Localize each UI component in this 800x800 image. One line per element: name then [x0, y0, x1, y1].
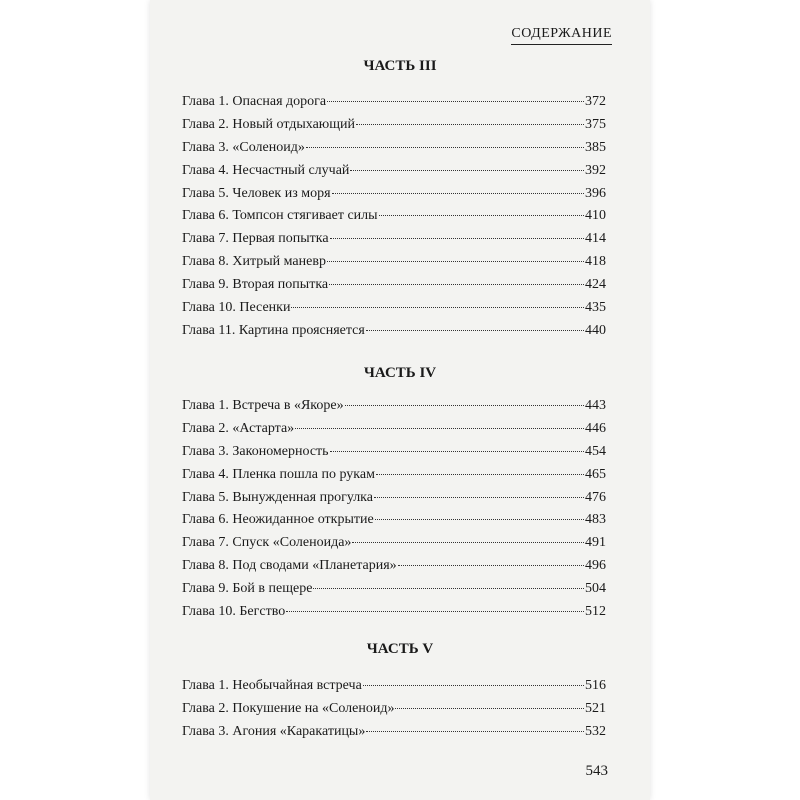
toc-part-3	[182, 93, 606, 345]
chapter-title: Глава 4. Пленка пошла по рукам	[182, 466, 375, 482]
leader-dots	[329, 273, 584, 285]
leader-dots	[286, 600, 584, 612]
toc-entry	[182, 603, 606, 626]
book-page	[150, 0, 650, 800]
chapter-title: Глава 4. Несчастный случай	[182, 162, 350, 178]
chapter-title: Глава 10. Песенки	[182, 300, 291, 316]
leader-dots	[306, 136, 584, 148]
chapter-title: Глава 5. Вынужденная прогулка	[182, 489, 373, 505]
chapter-title: Глава 2. Покушение на «Соленоид»	[182, 700, 395, 716]
chapter-title: Глава 5. Человек из моря	[182, 185, 331, 201]
leader-dots	[350, 159, 584, 171]
chapter-page: 418	[585, 254, 606, 270]
chapter-title: Глава 1. Встреча в «Якоре»	[182, 398, 344, 413]
chapter-page: 410	[585, 208, 606, 224]
chapter-page: 446	[585, 420, 606, 436]
chapter-title: Глава 10. Бегство	[182, 604, 286, 620]
chapter-title: Глава 2. «Астарта»	[182, 420, 295, 436]
chapter-title: Глава 8. Под сводами «Планетария»	[182, 558, 397, 574]
chapter-page: 532	[585, 723, 606, 739]
leader-dots	[366, 720, 584, 732]
chapter-page: 435	[585, 300, 606, 316]
leader-dots	[379, 204, 584, 216]
chapter-page: 375	[585, 116, 606, 132]
chapter-page: 443	[585, 398, 606, 413]
leader-dots	[332, 182, 584, 194]
leader-dots	[327, 90, 584, 102]
chapter-title: Глава 1. Необычайная встреча	[182, 678, 362, 693]
chapter-title: Глава 9. Бой в пещере	[182, 581, 313, 597]
leader-dots	[313, 577, 584, 589]
leader-dots	[395, 697, 584, 709]
toc-entry	[182, 723, 606, 746]
toc-entry	[182, 322, 606, 345]
part-title-5: ЧАСТЬ V	[366, 641, 434, 657]
leader-dots	[327, 250, 584, 262]
chapter-title: Глава 8. Хитрый маневр	[182, 254, 326, 270]
chapter-title: Глава 6. Томпсон стягивает силы	[182, 208, 378, 224]
chapter-title: Глава 7. Первая попытка	[182, 231, 329, 247]
leader-dots	[330, 440, 584, 452]
leader-dots	[291, 296, 584, 308]
leader-dots	[398, 554, 584, 566]
part-title-4: ЧАСТЬ IV	[363, 365, 437, 381]
chapter-page: 396	[585, 185, 606, 201]
chapter-title: Глава 9. Вторая попытка	[182, 277, 329, 293]
leader-dots	[374, 486, 584, 498]
chapter-title: Глава 3. «Соленоид»	[182, 139, 305, 155]
chapter-page: 465	[585, 466, 606, 482]
chapter-page: 424	[585, 277, 606, 293]
chapter-title: Глава 3. Агония «Каракатицы»	[182, 723, 366, 739]
chapter-page: 496	[585, 558, 606, 574]
chapter-title: Глава 3. Закономерность	[182, 443, 329, 459]
chapter-page: 504	[585, 581, 606, 597]
chapter-page: 491	[585, 535, 606, 551]
leader-dots	[330, 227, 584, 239]
chapter-page: 414	[585, 231, 606, 247]
page-number: 543	[585, 763, 608, 779]
chapter-page: 440	[585, 322, 606, 338]
chapter-page: 385	[585, 139, 606, 155]
leader-dots	[376, 463, 584, 475]
chapter-page: 454	[585, 443, 606, 459]
chapter-page: 392	[585, 162, 606, 178]
chapter-page: 372	[585, 94, 606, 109]
chapter-title: Глава 6. Неожиданное открытие	[182, 512, 374, 528]
chapter-page: 516	[585, 678, 606, 693]
leader-dots	[363, 674, 584, 686]
toc-part-5	[182, 677, 606, 746]
chapter-page: 483	[585, 512, 606, 528]
running-head: СОДЕРЖАНИЕ	[511, 26, 612, 45]
leader-dots	[352, 531, 584, 543]
leader-dots	[366, 319, 584, 331]
leader-dots	[345, 394, 584, 406]
chapter-page: 521	[585, 700, 606, 716]
part-title-3: ЧАСТЬ III	[363, 58, 437, 74]
chapter-page: 512	[585, 604, 606, 620]
toc-part-4	[182, 397, 606, 626]
chapter-title: Глава 1. Опасная дорога	[182, 94, 327, 109]
leader-dots	[356, 113, 584, 125]
chapter-page: 476	[585, 489, 606, 505]
chapter-title: Глава 2. Новый отдыхающий	[182, 116, 356, 132]
leader-dots	[295, 417, 584, 429]
chapter-title: Глава 11. Картина проясняется	[182, 322, 365, 338]
chapter-title: Глава 7. Спуск «Соленоида»	[182, 535, 352, 551]
leader-dots	[375, 508, 584, 520]
